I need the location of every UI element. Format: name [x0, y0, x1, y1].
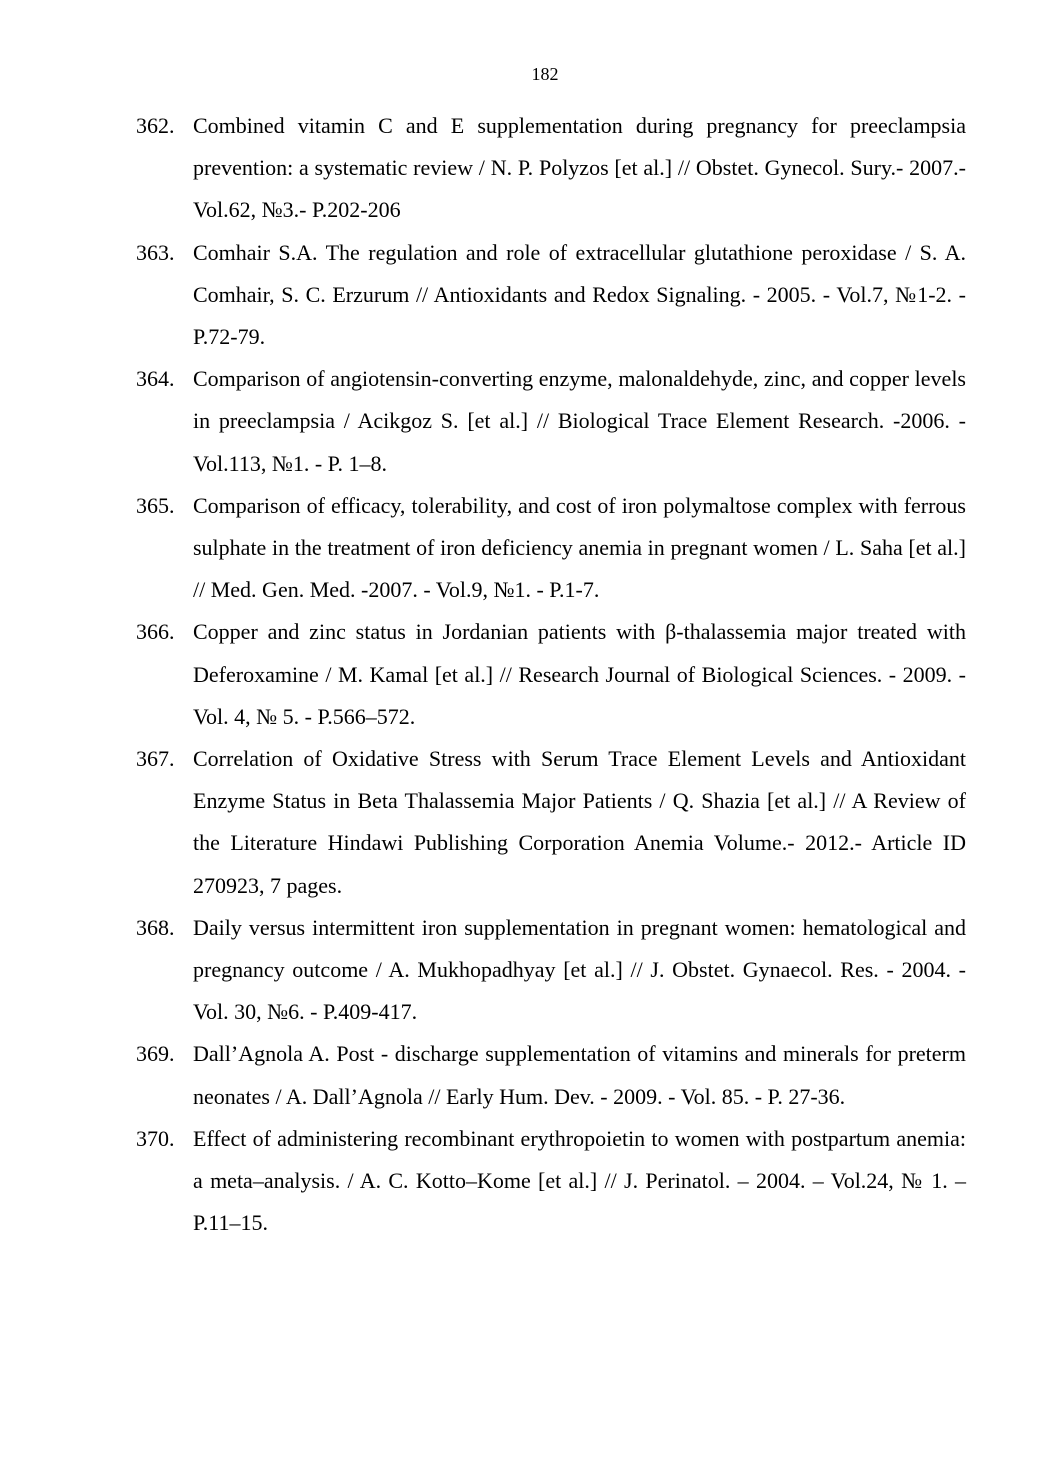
reference-item	[136, 611, 966, 738]
reference-item	[136, 232, 966, 359]
reference-text: Comparison of efficacy, tolerability, and cost of iron polymaltose complex with ferrous sulphate in the treatment of iron deficiency anemia in pregnant women / L. Saha [et al.] // Med. Gen. Med. -2007. - Vol.9, №1. - P.1-7.	[193, 492, 966, 603]
reference-text: Combined vitamin C and E supplementation during pregnancy for preeclampsia prevention: a systematic review / N. P. Polyzos [et al.] // Obstet. Gynecol. Sury.- 2007.- Vol.62, №3.- P.202-206	[193, 113, 966, 223]
reference-item	[136, 358, 966, 485]
reference-number: 364.	[136, 366, 175, 392]
reference-text: Copper and zinc status in Jordanian patients with β-thalassemia major treated with Deferoxamine / M. Kamal [et al.] // Research Journal of Biological Sciences. - 2009. - Vol. 4, № 5. - P.566–572.	[193, 619, 966, 729]
reference-number: 362.	[136, 113, 175, 138]
reference-text: Dall’Agnola A. Post - discharge supplementation of vitamins and minerals for preterm neonates / A. Dall’Agnola // Early Hum. Dev. - 2009. - Vol. 85. - P. 27-36.	[193, 1041, 966, 1109]
reference-number: 363.	[136, 239, 175, 265]
reference-item	[136, 105, 966, 232]
reference-number: 367.	[136, 746, 175, 772]
reference-item	[136, 485, 966, 612]
reference-text: Comhair S.A. The regulation and role of extracellular glutathione peroxidase / S. A. Comhair, S. C. Erzurum // Antioxidants and Redox Signaling. - 2005. - Vol.7, №1-2. - P.72-79.	[193, 239, 966, 350]
reference-number: 365.	[136, 492, 175, 518]
reference-text: Comparison of angiotensin-converting enzyme, malonaldehyde, zinc, and copper levels in preeclampsia / Acikgoz S. [et al.] // Biological Trace Element Research. -2006. - Vol.113, №1. - P. 1–8.	[193, 366, 966, 476]
reference-list	[136, 105, 966, 1244]
reference-item	[136, 738, 966, 907]
reference-text: Correlation of Oxidative Stress with Serum Trace Element Levels and Antioxidant Enzyme Status in Beta Thalassemia Major Patients / Q. Shazia [et al.] // A Review of the Literature Hindawi Publishing Corporation Anemia Volume.- 2012.- Article ID 270923, 7 pages.	[193, 746, 966, 898]
reference-number: 368.	[136, 914, 175, 940]
reference-text: Daily versus intermittent iron supplementation in pregnant women: hematological and pregnancy outcome / A. Mukhopadhyay [et al.] // J. Obstet. Gynaecol. Res. - 2004. - Vol. 30, №6. - P.409-417.	[193, 914, 966, 1025]
reference-number: 366.	[136, 619, 175, 645]
page-number: 182	[531, 64, 559, 84]
reference-number: 369.	[136, 1041, 175, 1067]
reference-item	[136, 907, 966, 1034]
reference-item	[136, 1033, 966, 1117]
reference-item	[136, 1118, 966, 1245]
reference-text: Effect of administering recombinant erythropoietin to women with postpartum anemia: a meta–analysis. / A. C. Kotto–Kome [et al.] // J. Perinatol. – 2004. – Vol.24, № 1. – P.11–15.	[193, 1125, 966, 1236]
reference-number: 370.	[136, 1125, 175, 1151]
